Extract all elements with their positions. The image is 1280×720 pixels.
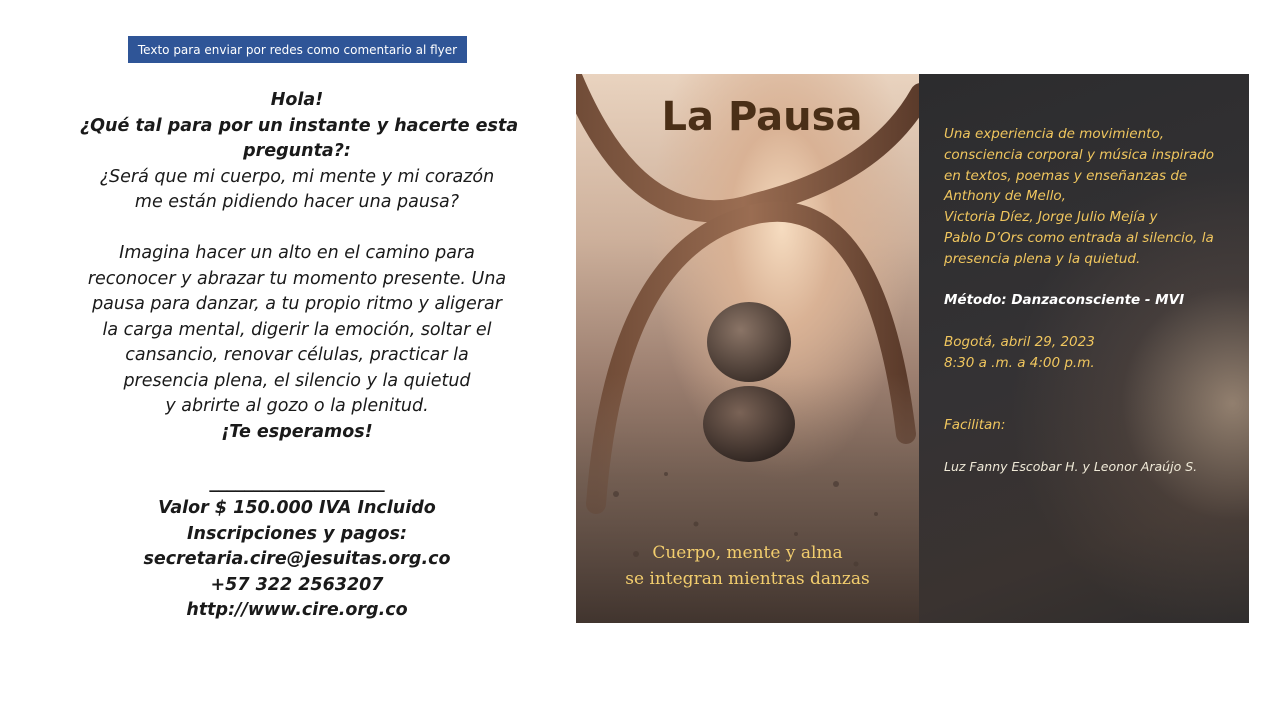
- spacer: [944, 394, 1244, 415]
- description-line: Anthony de Mello,: [944, 188, 1066, 205]
- body-line: Imagina hacer un alto en el camino para: [119, 243, 475, 263]
- flyer-caption-header-label: Texto para enviar por redes como comentario al flyer: [137, 42, 458, 57]
- body-line: presencia plena, el silencio y la quietud: [123, 370, 471, 391]
- method-line: Método: Danzaconsciente - MVI: [944, 292, 1185, 309]
- description-line: presencia plena y la quietud.: [944, 250, 1141, 267]
- spacer: [944, 374, 1244, 395]
- event-date: Bogotá, abril 29, 2023: [944, 333, 1095, 350]
- event-time: 8:30 a .m. a 4:00 p.m.: [944, 354, 1095, 371]
- contact-phone: +57 322 2563207: [210, 574, 384, 595]
- tagline-line: Cuerpo, mente y alma: [652, 543, 843, 563]
- event-flyer: [576, 74, 1249, 623]
- description-line: consciencia corporal y música inspirado: [944, 146, 1215, 163]
- spacer: [944, 270, 1244, 291]
- body-line: la carga mental, digerir la emoción, soltar el: [102, 319, 492, 340]
- reflection-line: ¿Será que mi cuerpo, mi mente y mi corazón: [99, 166, 495, 187]
- greeting: Hola!: [270, 90, 324, 110]
- description-line: Victoria Díez, Jorge Julio Mejía y: [944, 209, 1158, 226]
- facilitators-label: Facilitan:: [944, 417, 1006, 434]
- body-line: reconocer y abrazar tu momento presente. Una: [87, 268, 507, 289]
- social-post-text: [80, 88, 519, 624]
- flyer-title: La Pausa: [661, 94, 863, 140]
- spacer: [80, 445, 514, 471]
- reflection-line: me están pidiendo hacer una pausa?: [134, 192, 460, 212]
- contact-email: secretaria.cire@jesuitas.org.co: [143, 549, 451, 569]
- spacer: [944, 436, 1244, 457]
- description-line: Una experiencia de movimiento,: [944, 126, 1164, 142]
- flyer-photo: [576, 74, 919, 623]
- body-line: pausa para danzar, a tu propio ritmo y aligerar: [92, 294, 502, 314]
- bottom-stone: [703, 386, 795, 462]
- divider-line: ____________________: [209, 472, 385, 493]
- description-line: Pablo D’Ors como entrada al silencio, la: [944, 229, 1214, 246]
- price: Valor $ 150.000 IVA Incluido: [158, 498, 436, 518]
- question-line: ¿Qué tal para por un instante y hacerte esta: [80, 115, 519, 136]
- registration-label: Inscripciones y pagos:: [187, 523, 407, 544]
- question-line: pregunta?:: [243, 141, 351, 161]
- description-line: en textos, poemas y enseñanzas de: [944, 167, 1188, 184]
- top-stone: [707, 302, 791, 382]
- flyer-info-panel: [919, 74, 1249, 623]
- contact-website: http://www.cire.org.co: [186, 600, 408, 620]
- tagline-line: se integran mientras danzas: [625, 569, 870, 589]
- spacer: [80, 216, 514, 242]
- flyer-tagline: [576, 540, 919, 592]
- closing-line: ¡Te esperamos!: [221, 421, 373, 442]
- body-line: y abrirte al gozo o la plenitud.: [165, 396, 429, 416]
- flyer-info-text: [944, 124, 1244, 478]
- flyer-caption-header: [128, 36, 467, 63]
- spacer: [944, 311, 1244, 332]
- body-line: cansancio, renovar células, practicar la: [125, 345, 469, 365]
- facilitators-names: Luz Fanny Escobar H. y Leonor Araújo S.: [944, 458, 1198, 474]
